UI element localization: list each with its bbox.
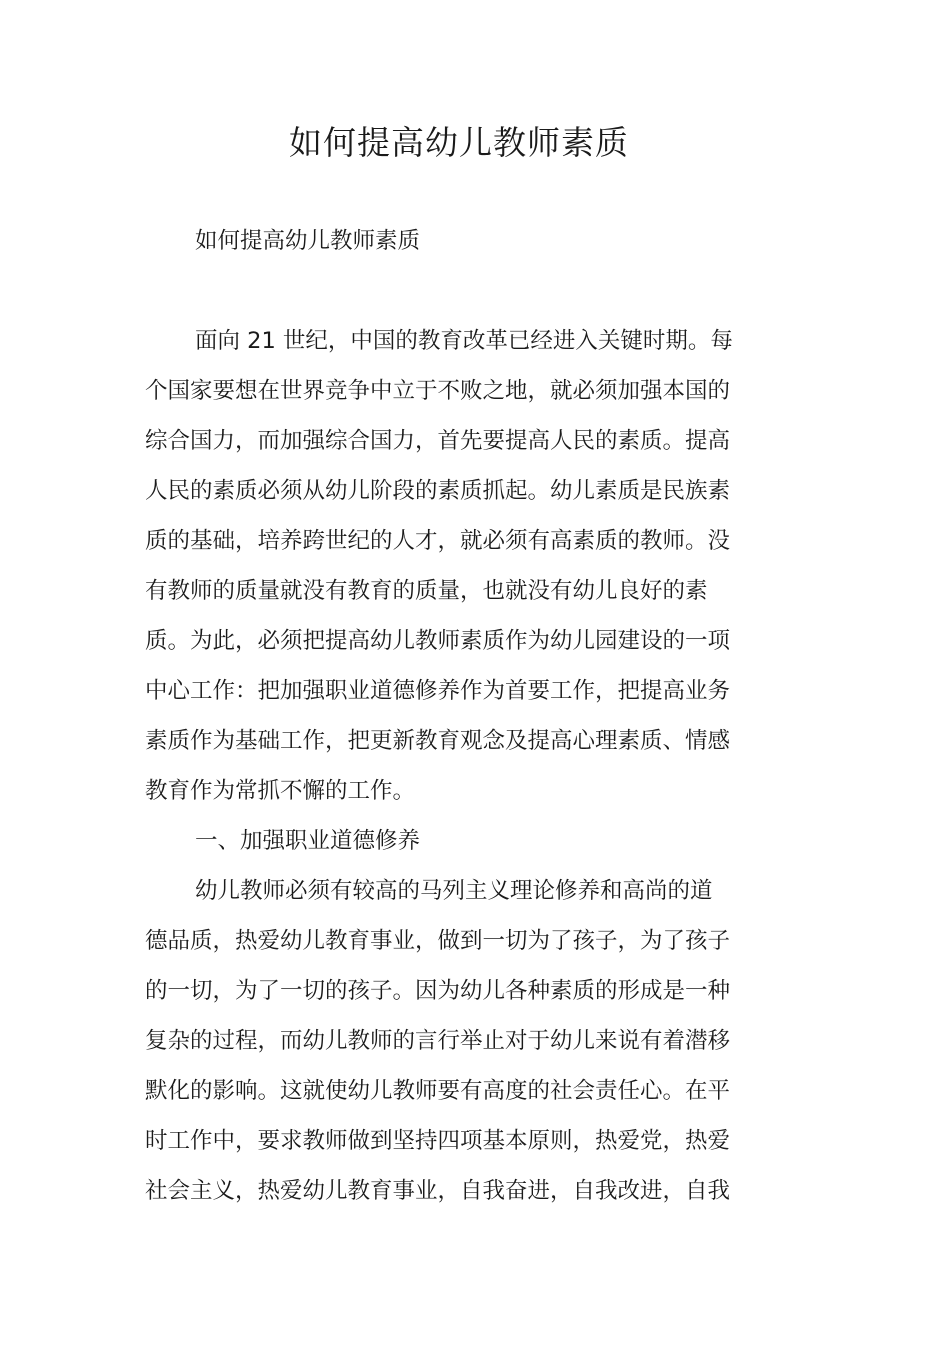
- paragraph-line: 质。为此，必须把提高幼儿教师素质作为幼儿园建设的一项: [145, 628, 731, 654]
- paragraph-line: 质的基础，培养跨世纪的人才，就必须有高素质的教师。没: [145, 528, 731, 554]
- paragraph-line: 的一切，为了一切的孩子。因为幼儿各种素质的形成是一种: [145, 978, 731, 1004]
- paragraph-line: 默化的影响。这就使幼儿教师要有高度的社会责任心。在平: [145, 1078, 731, 1104]
- paragraph-line: 德品质，热爱幼儿教育事业，做到一切为了孩子，为了孩子: [145, 928, 731, 954]
- paragraph-line: 时工作中，要求教师做到坚持四项基本原则，热爱党，热爱: [145, 1128, 731, 1154]
- paragraph-line: 素质作为基础工作，把更新教育观念及提高心理素质、情感: [145, 728, 731, 754]
- paragraph-line: 社会主义，热爱幼儿教育事业，自我奋进，自我改进，自我: [145, 1178, 731, 1204]
- paragraph-line: 综合国力，而加强综合国力，首先要提高人民的素质。提高: [145, 428, 731, 454]
- paragraph-line: 复杂的过程，而幼儿教师的言行举止对于幼儿来说有着潜移: [145, 1028, 731, 1054]
- paragraph-line: 面向 21 世纪，中国的教育改革已经进入关键时期。每: [195, 328, 733, 354]
- paragraph-line: 人民的素质必须从幼儿阶段的素质抓起。幼儿素质是民族素: [145, 478, 731, 504]
- section-heading: 一、加强职业道德修养: [195, 828, 421, 854]
- paragraph-line: 个国家要想在世界竞争中立于不败之地，就必须加强本国的: [145, 378, 731, 404]
- paragraph-line: 中心工作：把加强职业道德修养作为首要工作，把提高业务: [145, 678, 731, 704]
- paragraph-line: 教育作为常抓不懈的工作。: [145, 778, 416, 804]
- document-title: 如何提高幼儿教师素质: [289, 123, 629, 162]
- paragraph-line: 幼儿教师必须有较高的马列主义理论修养和高尚的道: [195, 878, 713, 904]
- document-subtitle: 如何提高幼儿教师素质: [195, 228, 421, 254]
- paragraph-line: 有教师的质量就没有教育的质量，也就没有幼儿良好的素: [145, 578, 708, 604]
